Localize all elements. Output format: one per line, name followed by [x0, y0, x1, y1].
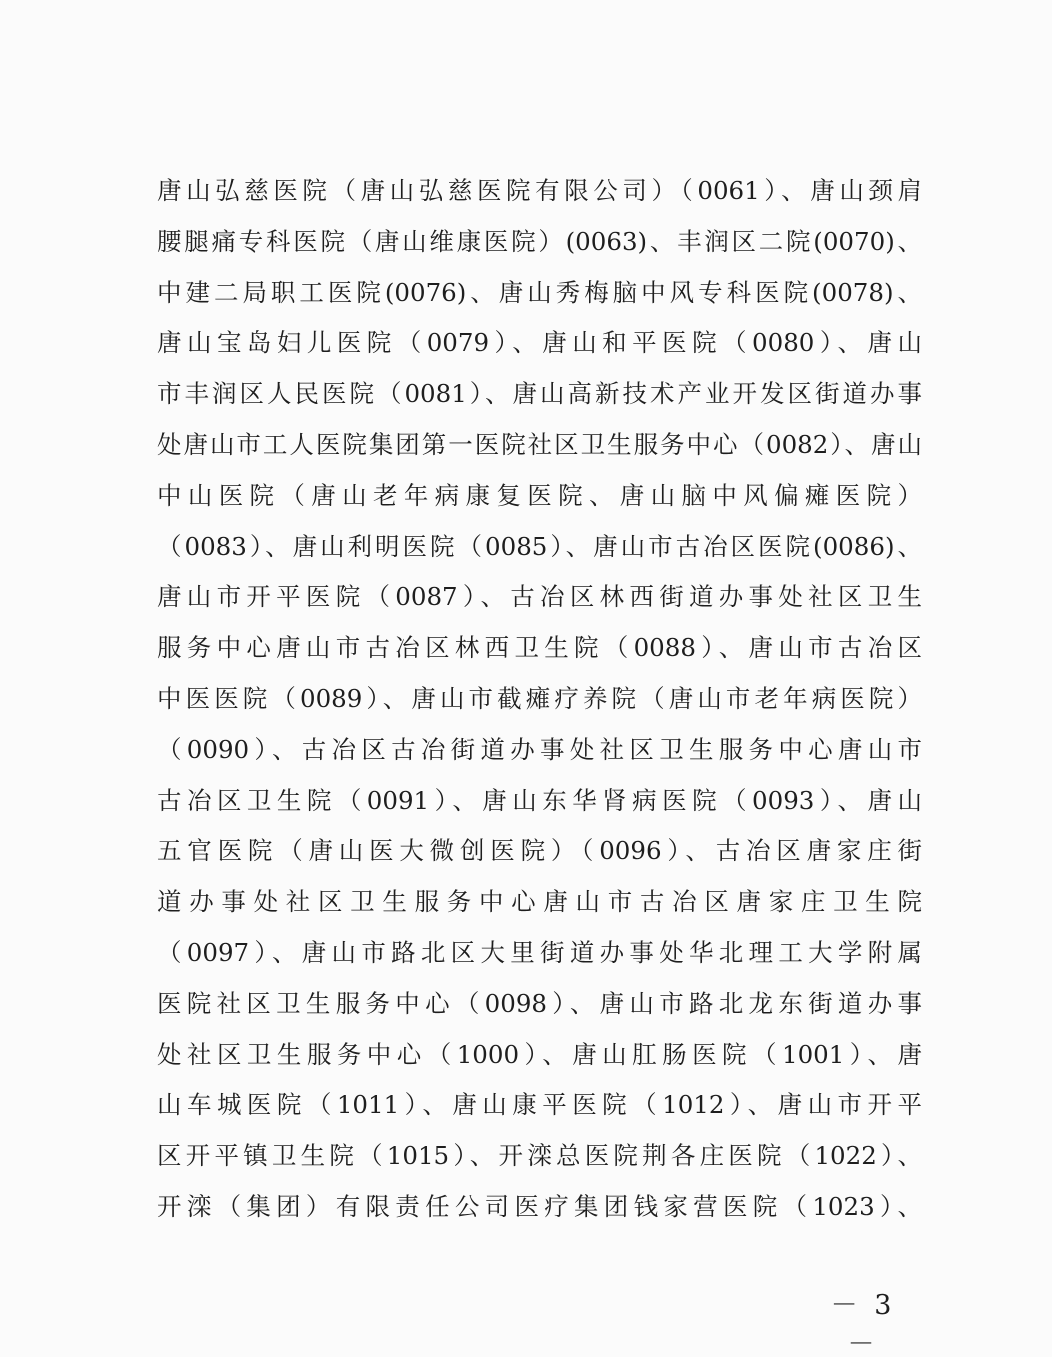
- text-line: 处社区卫生服务中心（1000）、唐山肛肠医院（1001）、唐: [157, 1039, 922, 1069]
- text-line: （0083）、唐山利明医院（0085）、唐山市古冶区医院(0086)、: [157, 531, 922, 561]
- text-line: 中山医院（唐山老年病康复医院、唐山脑中风偏瘫医院）: [157, 480, 922, 510]
- text-line: 唐山市开平医院（0087）、古冶区林西街道办事处社区卫生: [157, 582, 922, 612]
- text-line: 区开平镇卫生院（1015）、开滦总医院荆各庄医院（1022）、: [157, 1141, 922, 1171]
- text-line: 道办事处社区卫生服务中心唐山市古冶区唐家庄卫生院: [157, 887, 922, 917]
- page-number: － 3 －: [830, 1290, 896, 1360]
- text-line: （0097）、唐山市路北区大里街道办事处华北理工大学附属: [157, 937, 922, 967]
- text-line: 唐山宝岛妇儿医院（0079）、唐山和平医院（0080）、唐山: [157, 328, 922, 358]
- text-line: 医院社区卫生服务中心（0098）、唐山市路北龙东街道办事: [157, 988, 922, 1018]
- text-line: 市丰润区人民医院（0081）、唐山高新技术产业开发区街道办事: [157, 379, 922, 409]
- text-line: 处唐山市工人医院集团第一医院社区卫生服务中心（0082）、唐山: [157, 429, 922, 459]
- body-text: [157, 166, 922, 1233]
- text-line: 古冶区卫生院（0091）、唐山东华肾病医院（0093）、唐山: [157, 785, 922, 815]
- text-line: 山车城医院（1011）、唐山康平医院（1012）、唐山市开平: [157, 1090, 922, 1120]
- text-line: 中医医院（0089）、唐山市截瘫疗养院（唐山市老年病医院）: [157, 683, 922, 713]
- text-line: 五官医院（唐山医大微创医院）（0096）、古冶区唐家庄街: [157, 836, 922, 866]
- text-line: 腰腿痛专科医院（唐山维康医院）(0063)、丰润区二院(0070)、: [157, 226, 922, 256]
- text-line: 开滦（集团）有限责任公司医疗集团钱家营医院（1023）、: [157, 1191, 922, 1221]
- text-line: 唐山弘慈医院（唐山弘慈医院有限公司）（0061）、唐山颈肩: [157, 176, 922, 205]
- text-line: 服务中心唐山市古冶区林西卫生院（0088）、唐山市古冶区: [157, 633, 922, 663]
- text-line: （0090）、古冶区古冶街道办事处社区卫生服务中心唐山市: [157, 734, 922, 764]
- text-line: 中建二局职工医院(0076)、唐山秀梅脑中风专科医院(0078)、: [157, 277, 922, 307]
